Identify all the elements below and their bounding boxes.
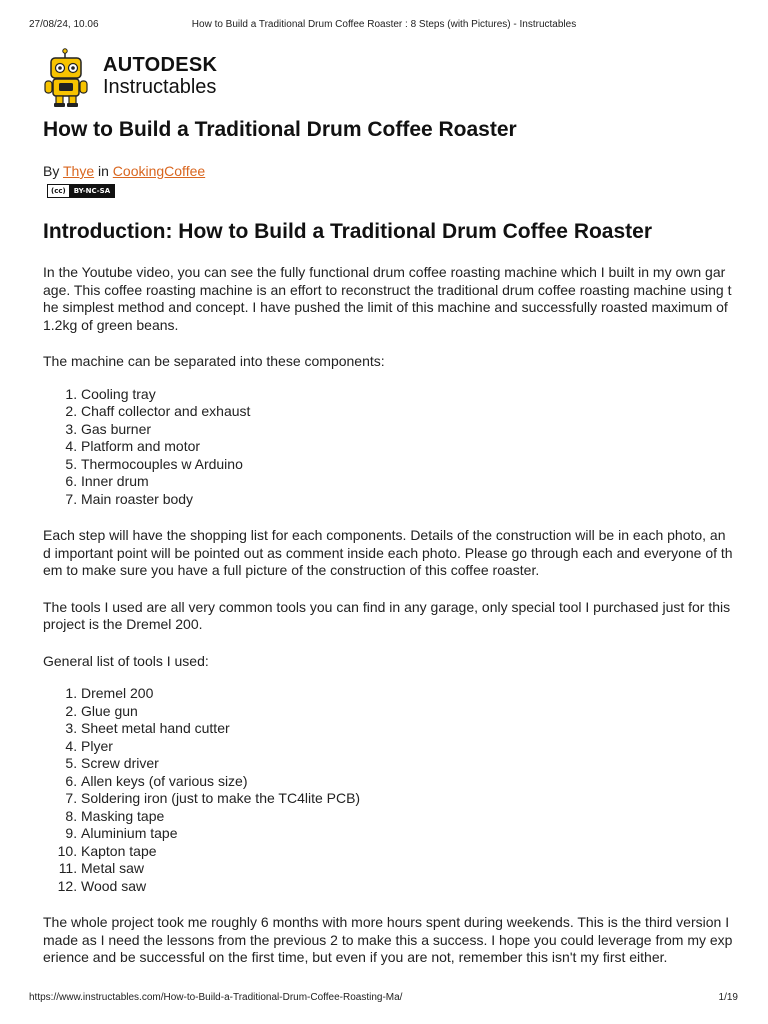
list-item: 7. Soldering iron (just to make the TC4lite PCB) bbox=[81, 790, 733, 808]
intro-paragraph-6: The whole project took me roughly 6 months with more hours spent during weekends. This is the third version I made as I need the lessons from the previous 2 to make this a success. I hope you could leverage from my experience and be successful on the first time, but even if you are not, remember this isn't my first either. bbox=[43, 914, 733, 965]
list-item: 4. Plyer bbox=[81, 738, 733, 756]
list-item: 8. Masking tape bbox=[81, 808, 733, 826]
author-link[interactable]: Thye bbox=[62, 163, 95, 179]
byline bbox=[43, 162, 733, 180]
list-item: 4. Platform and motor bbox=[81, 438, 733, 456]
list-item: 5. Thermocouples w Arduino bbox=[81, 456, 733, 474]
byline-by: By bbox=[43, 163, 60, 179]
print-url: https://www.instructables.com/How-to-Build-a-Traditional-Drum-Coffee-Roasting-Ma/ bbox=[29, 992, 403, 1003]
components-list bbox=[43, 386, 733, 509]
cc-icon: (cc) bbox=[48, 185, 70, 197]
print-header bbox=[0, 19, 768, 33]
robot-mascot-icon bbox=[43, 48, 99, 108]
page-title: How to Build a Traditional Drum Coffee Roaster bbox=[43, 118, 517, 141]
intro-paragraph-3: Each step will have the shopping list for each components. Details of the construction will be in each photo, and important point will be pointed out as comment inside each photo. Please go through each and everyone of them to make sure you have a full picture of the construction of this coffee roaster. bbox=[43, 527, 733, 578]
print-footer bbox=[0, 992, 768, 1006]
list-item: 7. Main roaster body bbox=[81, 491, 733, 509]
print-page-title: How to Build a Traditional Drum Coffee Roaster : 8 Steps (with Pictures) - Instructables bbox=[191, 19, 577, 30]
list-item: 2. Glue gun bbox=[81, 703, 733, 721]
license-text: BY-NC-SA bbox=[70, 185, 114, 197]
list-item: 6. Inner drum bbox=[81, 473, 733, 491]
list-item: 1. Dremel 200 bbox=[81, 685, 733, 703]
intro-paragraph-1: In the Youtube video, you can see the fully functional drum coffee roasting machine which I built in my own garage. This coffee roasting machine is an effort to reconstruct the traditional drum coffee roasting machine using the simplest method and concept. I have pushed the limit of this machine and successfully roasted maximum of 1.2kg of green beans. bbox=[43, 264, 732, 333]
list-item: 9. Aluminium tape bbox=[81, 825, 733, 843]
list-item: 5. Screw driver bbox=[81, 755, 733, 773]
print-datetime: 27/08/24, 10.06 bbox=[29, 19, 99, 30]
instructables-logo[interactable] bbox=[43, 48, 733, 108]
list-item: 3. Gas burner bbox=[81, 421, 733, 439]
byline-in: in bbox=[98, 163, 109, 179]
intro-paragraph-4: The tools I used are all very common tools you can find in any garage, only special tool I purchased just for this project is the Dremel 200. bbox=[43, 598, 731, 632]
print-page-number: 1/19 bbox=[718, 992, 738, 1003]
tools-list bbox=[43, 685, 733, 895]
list-item: 3. Sheet metal hand cutter bbox=[81, 720, 733, 738]
intro-paragraph-5: General list of tools I used: bbox=[43, 652, 209, 669]
list-item: 11. Metal saw bbox=[81, 860, 733, 878]
list-item: 6. Allen keys (of various size) bbox=[81, 773, 733, 791]
article bbox=[43, 48, 733, 967]
license-badge[interactable] bbox=[47, 184, 115, 198]
brand-instructables: Instructables bbox=[103, 76, 217, 98]
list-item: 10. Kapton tape bbox=[81, 843, 733, 861]
category-link[interactable]: CookingCoffee bbox=[112, 163, 206, 179]
list-item: 1. Cooling tray bbox=[81, 386, 733, 404]
intro-heading: Introduction: How to Build a Traditional Drum Coffee Roaster bbox=[43, 220, 653, 243]
list-item: 2. Chaff collector and exhaust bbox=[81, 403, 733, 421]
list-item: 12. Wood saw bbox=[81, 878, 733, 896]
brand-autodesk: AUTODESK bbox=[103, 54, 218, 76]
intro-paragraph-2: The machine can be separated into these components: bbox=[43, 353, 385, 369]
